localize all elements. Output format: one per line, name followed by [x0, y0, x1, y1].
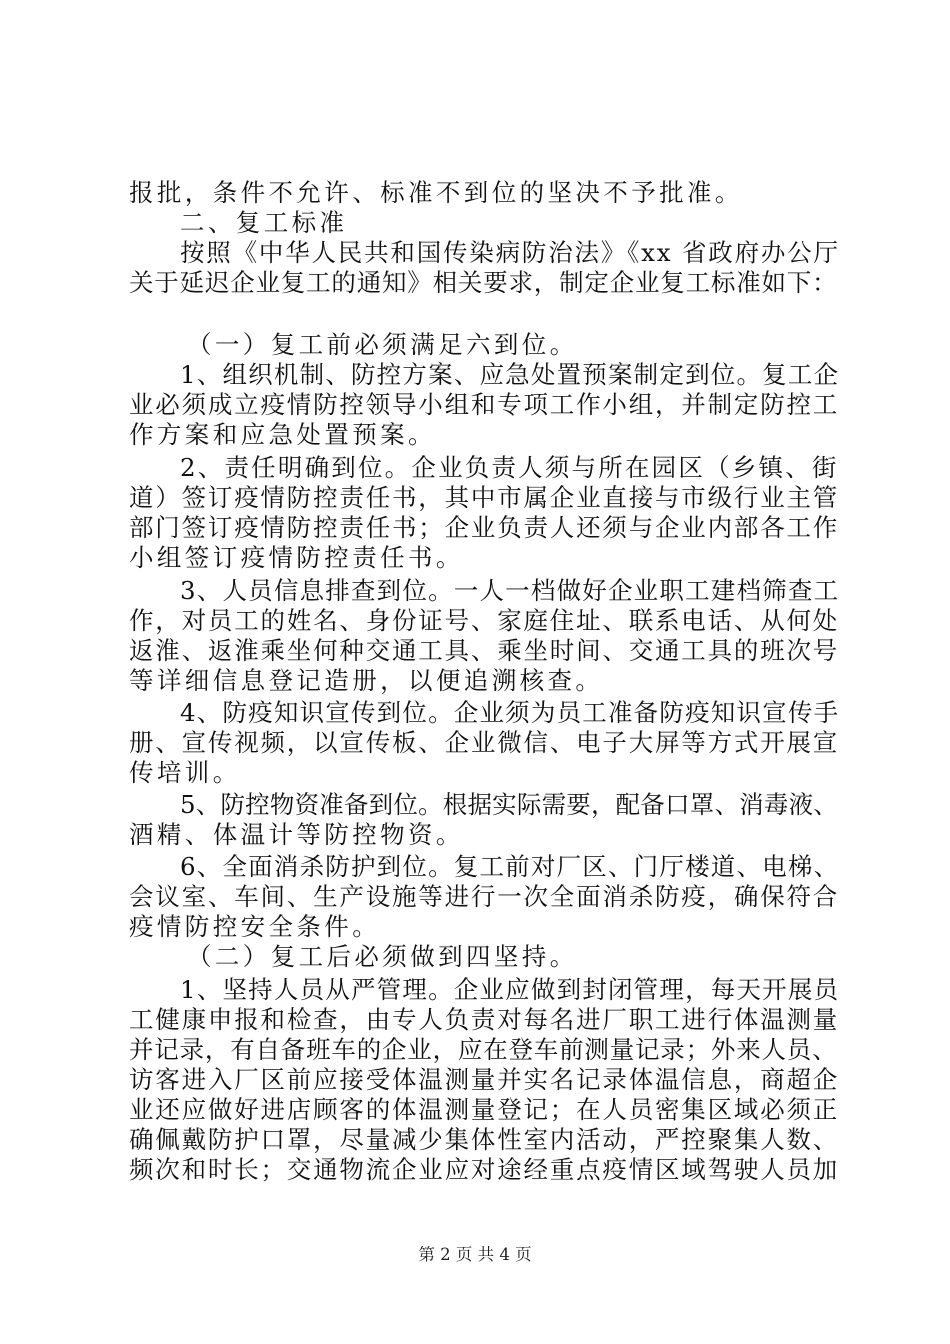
text-line: 酒精、体温计等防控物资。	[129, 820, 464, 849]
text-line: 返淮、返淮乘坐何种交通工具、乘坐时间、交通工具的班次号	[129, 636, 840, 665]
text-line: 1、坚持人员从严管理。企业应做到封闭管理，每天开展员	[180, 975, 840, 1004]
text-line: 作，对员工的姓名、身份证号、家庭住址、联系电话、从何处	[129, 606, 840, 635]
text-line: 4、防疫知识宣传到位。企业须为员工准备防疫知识宣传手	[180, 698, 840, 727]
section-heading: 二、复工标准	[180, 208, 348, 237]
page-number: 第 2 页 共 4 页	[418, 1245, 532, 1264]
text-line: 作方案和应急处置预案。	[129, 420, 436, 449]
text-line: 确佩戴防护口罩，尽量减少集体性室内活动，严控聚集人数、	[129, 1125, 840, 1154]
text-line: 小组签订疫情防控责任书。	[129, 543, 464, 572]
text-line: 等详细信息登记造册，以便追溯核查。	[129, 666, 604, 695]
text-line: 报批，条件不允许、标准不到位的坚决不予批准。	[129, 178, 743, 207]
text-line: 册、宣传视频，以宣传板、企业微信、电子大屏等方式开展宣	[129, 728, 840, 757]
text-line: 5、防控物资准备到位。根据实际需要，配备口罩、消毒液、	[180, 790, 838, 819]
subsection-heading: （二）复工后必须做到四坚持。	[187, 942, 578, 971]
text-line: 6、全面消杀防护到位。复工前对厂区、门厅楼道、电梯、	[180, 852, 840, 881]
text-line: 频次和时长；交通物流企业应对途经重点疫情区域驾驶人员加	[129, 1155, 840, 1184]
text-line: 关于延迟企业复工的通知》相关要求，制定企业复工标准如下：	[129, 268, 838, 297]
text-line: 传培训。	[129, 758, 241, 787]
text-line: 业必须成立疫情防控领导小组和专项工作小组，并制定防控工	[129, 390, 840, 419]
text-line: 1、组织机制、防控方案、应急处置预案制定到位。复工企	[180, 360, 840, 389]
text-line: 3、人员信息排查到位。一人一档做好企业职工建档筛查工	[180, 576, 840, 605]
text-line: 业还应做好进店顾客的体温测量登记；在人员密集区域必须正	[129, 1095, 840, 1124]
text-line: 疫情防控安全条件。	[129, 912, 381, 941]
text-line: 工健康申报和检查，由专人负责对每名进厂职工进行体温测量	[129, 1005, 840, 1034]
text-line: 访客进入厂区前应接受体温测量并实名记录体温信息，商超企	[129, 1065, 840, 1094]
text-line: 会议室、车间、生产设施等进行一次全面消杀防疫，确保符合	[129, 882, 840, 911]
text-line: 并记录，有自备班车的企业，应在登车前测量记录；外来人员、	[129, 1035, 838, 1064]
text-line: 按照《中华人民共和国传染病防治法》《xx 省政府办公厅	[180, 238, 840, 267]
subsection-heading: （一）复工前必须满足六到位。	[187, 330, 578, 359]
text-line: 道）签订疫情防控责任书，其中市属企业直接与市级行业主管	[129, 483, 840, 512]
text-line: 2、责任明确到位。企业负责人须与所在园区（乡镇、街	[180, 453, 839, 482]
text-line: 部门签订疫情防控责任书；企业负责人还须与企业内部各工作	[129, 513, 840, 542]
